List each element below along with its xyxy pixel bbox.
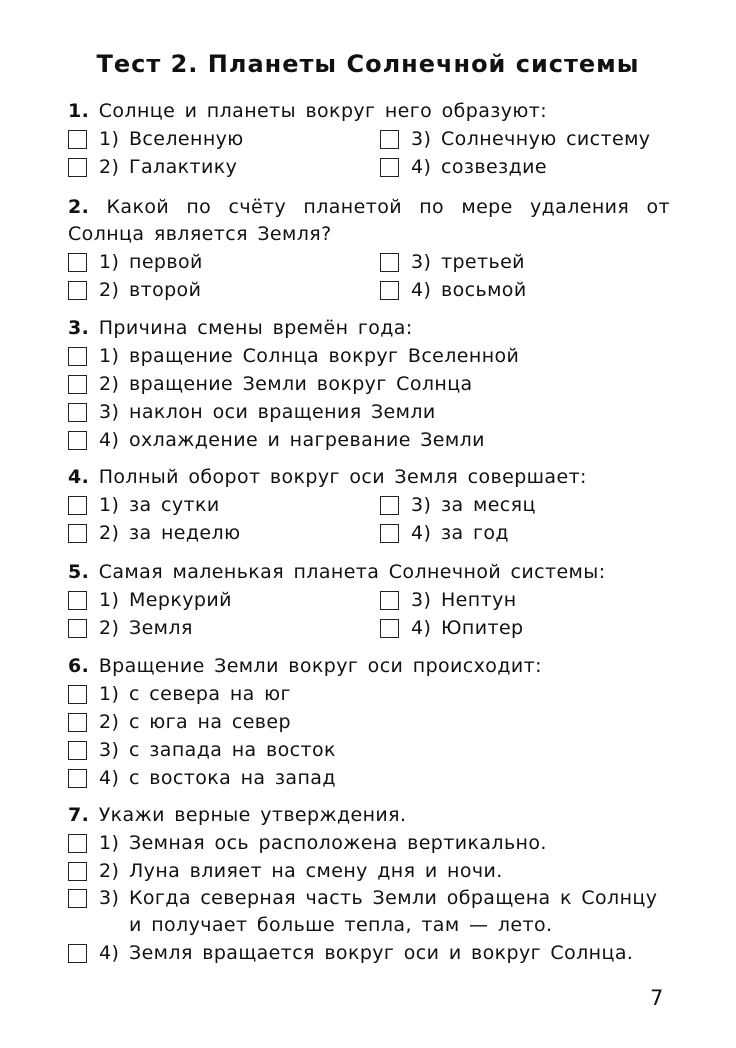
question-number: 3. — [68, 317, 90, 339]
option-number: 2) — [99, 279, 120, 301]
option — [68, 614, 368, 642]
answer-checkbox[interactable] — [68, 591, 87, 610]
option-text: Галактику — [129, 156, 238, 178]
options-grid — [68, 125, 670, 181]
option — [68, 586, 368, 614]
answer-checkbox[interactable] — [68, 685, 87, 704]
option-text: за месяц — [441, 494, 536, 516]
option-number: 1) — [99, 345, 120, 367]
option-text: Юпитер — [441, 617, 524, 639]
option-number: 3) — [99, 739, 120, 761]
option-text: Когда северная часть Земли обращена к Солнцу и получает больше тепла, там — лето. — [129, 887, 658, 936]
option-text: охлаждение и нагревание Земли — [129, 429, 485, 451]
option-number: 2) — [99, 373, 120, 395]
answer-checkbox[interactable] — [68, 375, 87, 394]
options-list — [68, 342, 670, 454]
option — [68, 857, 670, 885]
option-text: первой — [129, 251, 203, 273]
question-2 — [68, 194, 670, 304]
question-number: 7. — [68, 804, 90, 826]
option-number: 1) — [99, 832, 120, 854]
option — [68, 680, 670, 708]
page-title: Тест 2. Планеты Солнечной системы — [96, 50, 640, 78]
question-text: Укажи верные утверждения. — [98, 804, 407, 826]
option — [380, 125, 680, 153]
option — [68, 426, 670, 454]
option — [68, 370, 670, 398]
question-number: 1. — [68, 100, 90, 122]
answer-checkbox[interactable] — [68, 524, 87, 543]
answer-checkbox[interactable] — [68, 403, 87, 422]
question-text: Вращение Земли вокруг оси происходит: — [98, 655, 542, 677]
option-number: 4) — [99, 429, 120, 451]
option-text: с севера на юг — [129, 683, 291, 705]
options-list — [68, 680, 670, 792]
option-text: Вселенную — [129, 128, 244, 150]
answer-checkbox[interactable] — [68, 713, 87, 732]
option — [68, 736, 670, 764]
option-number: 3) — [411, 589, 432, 611]
question-stem — [68, 98, 670, 125]
page-number: 7 — [650, 986, 664, 1010]
question-text: Причина смены времён года: — [98, 317, 413, 339]
question-text: Солнце и планеты вокруг него образуют: — [98, 100, 548, 122]
question-number: 6. — [68, 655, 90, 677]
option-number: 2) — [99, 711, 120, 733]
option-text: восьмой — [441, 279, 527, 301]
option-text: вращение Земли вокруг Солнца — [129, 373, 473, 395]
question-text: Полный оборот вокруг оси Земля совершает: — [98, 466, 587, 488]
question-stem — [68, 194, 670, 248]
option — [68, 885, 670, 939]
option — [68, 125, 368, 153]
option — [68, 153, 368, 181]
option-text: третьей — [441, 251, 525, 273]
option — [68, 248, 368, 276]
question-stem — [68, 802, 670, 829]
options-grid — [68, 586, 670, 642]
option-text: Меркурий — [129, 589, 232, 611]
option-text: Земля вращается вокруг оси и вокруг Солнца. — [129, 942, 634, 964]
option-text: с востока на запад — [129, 767, 336, 789]
option — [68, 764, 670, 792]
option — [68, 939, 670, 967]
option-number: 4) — [411, 156, 432, 178]
option — [68, 342, 670, 370]
option-text: с юга на север — [129, 711, 291, 733]
option-number: 1) — [99, 589, 120, 611]
option-number: 1) — [99, 494, 120, 516]
option-text: за неделю — [129, 522, 241, 544]
question-text: Какой по счёту планетой по мере удаления от Солнца является Земля? — [68, 196, 670, 245]
option-number: 4) — [411, 617, 432, 639]
answer-checkbox[interactable] — [68, 130, 87, 149]
options-grid — [68, 491, 670, 547]
option-text: Земля — [129, 617, 193, 639]
option-number: 2) — [99, 860, 120, 882]
option-text: созвездие — [441, 156, 547, 178]
option — [68, 708, 670, 736]
question-3 — [68, 315, 670, 454]
option — [380, 153, 680, 181]
question-5 — [68, 559, 670, 642]
question-stem — [68, 315, 670, 342]
option — [380, 491, 680, 519]
answer-checkbox[interactable] — [380, 158, 399, 177]
answer-checkbox[interactable] — [68, 253, 87, 272]
options-grid — [68, 248, 670, 304]
option-text: с запада на восток — [129, 739, 336, 761]
option-number: 2) — [99, 522, 120, 544]
option-number: 3) — [411, 494, 432, 516]
option-text: за сутки — [129, 494, 220, 516]
option — [380, 519, 680, 547]
option-text: за год — [441, 522, 509, 544]
option-number: 4) — [411, 522, 432, 544]
option-text: наклон оси вращения Земли — [129, 401, 436, 423]
answer-checkbox[interactable] — [380, 496, 399, 515]
question-stem — [68, 464, 670, 491]
option-text: второй — [129, 279, 202, 301]
answer-checkbox[interactable] — [380, 130, 399, 149]
answer-checkbox[interactable] — [68, 347, 87, 366]
option — [68, 491, 368, 519]
option-text: вращение Солнца вокруг Вселенной — [129, 345, 520, 367]
option — [68, 276, 368, 304]
answer-checkbox[interactable] — [380, 524, 399, 543]
question-number: 4. — [68, 466, 90, 488]
option-number: 3) — [99, 887, 120, 909]
question-number: 5. — [68, 561, 90, 583]
answer-checkbox[interactable] — [68, 281, 87, 300]
answer-checkbox[interactable] — [68, 431, 87, 450]
option — [68, 829, 670, 857]
option-number: 3) — [99, 401, 120, 423]
option-number: 4) — [99, 942, 120, 964]
answer-checkbox[interactable] — [380, 591, 399, 610]
options-list — [68, 829, 670, 967]
answer-checkbox[interactable] — [68, 834, 87, 853]
answer-checkbox[interactable] — [68, 944, 87, 963]
option-number: 2) — [99, 617, 120, 639]
question-7 — [68, 802, 670, 967]
question-6 — [68, 653, 670, 792]
answer-checkbox[interactable] — [68, 769, 87, 788]
option — [68, 519, 368, 547]
option-number: 3) — [411, 128, 432, 150]
answer-checkbox[interactable] — [68, 889, 87, 908]
option — [380, 586, 680, 614]
answer-checkbox[interactable] — [380, 253, 399, 272]
option — [380, 614, 680, 642]
option-number: 1) — [99, 128, 120, 150]
question-4 — [68, 464, 670, 547]
question-number: 2. — [68, 196, 90, 218]
answer-checkbox[interactable] — [68, 619, 87, 638]
option-text: Нептун — [441, 589, 517, 611]
option-text: Луна влияет на смену дня и ночи. — [129, 860, 503, 882]
question-1 — [68, 98, 670, 181]
option-text: Земная ось расположена вертикально. — [129, 832, 547, 854]
question-stem — [68, 653, 670, 680]
option — [68, 398, 670, 426]
option-number: 4) — [99, 767, 120, 789]
option-number: 4) — [411, 279, 432, 301]
question-text: Самая маленькая планета Солнечной системы: — [98, 561, 606, 583]
answer-checkbox[interactable] — [68, 158, 87, 177]
answer-checkbox[interactable] — [380, 619, 399, 638]
option-number: 3) — [411, 251, 432, 273]
question-stem — [68, 559, 670, 586]
option-number: 1) — [99, 683, 120, 705]
answer-checkbox[interactable] — [68, 741, 87, 760]
option — [380, 248, 680, 276]
option-number: 1) — [99, 251, 120, 273]
option — [380, 276, 680, 304]
option-text: Солнечную систему — [441, 128, 651, 150]
answer-checkbox[interactable] — [380, 281, 399, 300]
answer-checkbox[interactable] — [68, 862, 87, 881]
option-number: 2) — [99, 156, 120, 178]
answer-checkbox[interactable] — [68, 496, 87, 515]
